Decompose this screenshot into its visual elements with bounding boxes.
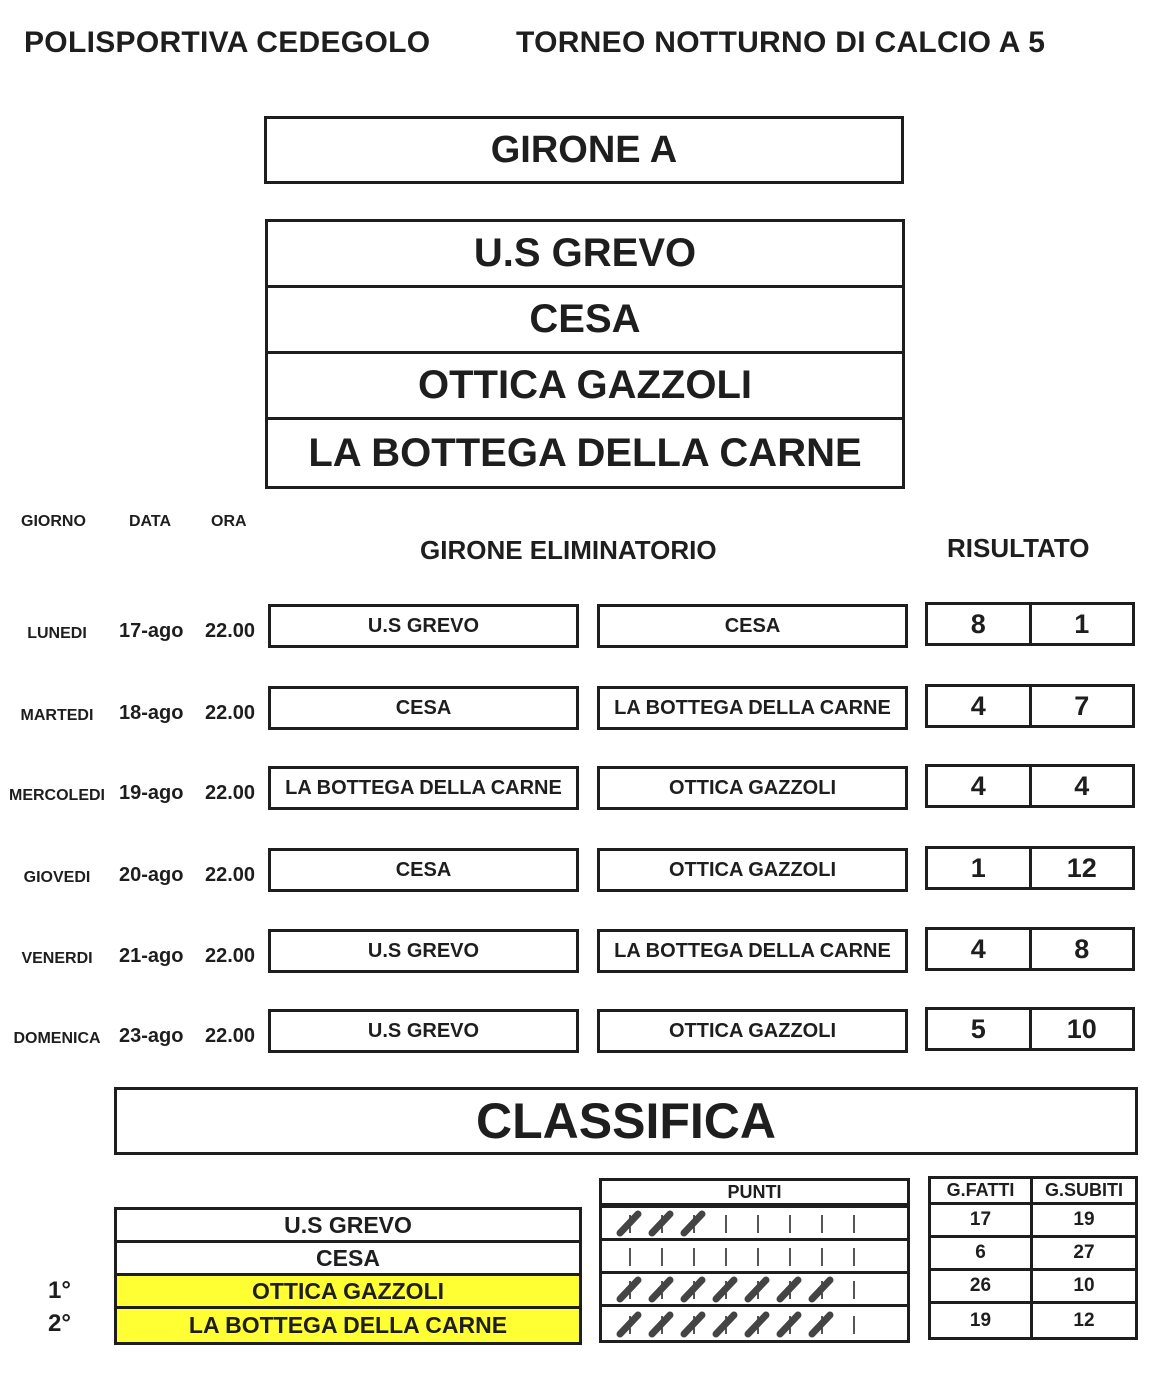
goals-for: 26 <box>931 1271 1033 1304</box>
goals-for: 17 <box>931 1205 1033 1238</box>
standing-position: 1° <box>48 1277 71 1304</box>
goals-for-header: G.FATTI <box>931 1179 1033 1205</box>
home-score: 1 <box>928 849 1032 887</box>
tally-mark <box>780 1315 798 1334</box>
tally-marks <box>608 1310 898 1338</box>
match-date: 17-ago <box>119 620 184 642</box>
match-time: 22.00 <box>205 1025 256 1047</box>
match-date: 23-ago <box>119 1025 184 1047</box>
match-date: 20-ago <box>119 864 184 886</box>
points-tally-row <box>602 1307 907 1340</box>
tally-mark <box>716 1280 734 1299</box>
tally-mark <box>684 1214 702 1233</box>
match-day: VENERDI <box>21 950 93 967</box>
match-home-team: CESA <box>268 848 579 892</box>
tally-mark <box>716 1315 734 1334</box>
tally-marks <box>608 1242 898 1270</box>
match-day: MARTEDI <box>20 707 94 724</box>
home-score: 4 <box>928 767 1032 805</box>
points-tally-row <box>602 1274 907 1307</box>
match-away-team: LA BOTTEGA DELLA CARNE <box>597 686 908 730</box>
group-team-list <box>265 219 905 489</box>
match-day: LUNEDI <box>27 625 87 642</box>
match-score <box>925 927 1135 971</box>
tournament-title: TORNEO NOTTURNO DI CALCIO A 5 <box>516 26 1046 59</box>
match-away-team: OTTICA GAZZOLI <box>597 1009 908 1053</box>
match-home-team: CESA <box>268 686 579 730</box>
group-team: OTTICA GAZZOLI <box>268 354 902 420</box>
points-tally-row <box>602 1208 907 1241</box>
standings-team: CESA <box>117 1243 579 1276</box>
tally-mark <box>620 1214 638 1233</box>
match-date: 19-ago <box>119 782 184 804</box>
goals-for: 6 <box>931 1238 1033 1271</box>
match-time: 22.00 <box>205 864 256 886</box>
standings-team-list <box>114 1207 582 1345</box>
tally-marks <box>608 1275 898 1303</box>
tally-mark <box>748 1280 766 1299</box>
tally-marks <box>608 1209 898 1237</box>
result-title: RISULTATO <box>947 533 1090 563</box>
match-away-team: OTTICA GAZZOLI <box>597 766 908 810</box>
tally-mark <box>748 1315 766 1334</box>
match-away-team: CESA <box>597 604 908 648</box>
home-score: 4 <box>928 687 1032 725</box>
match-score <box>925 846 1135 890</box>
match-date: 18-ago <box>119 702 184 724</box>
away-score: 8 <box>1074 933 1090 964</box>
column-header-date: DATA <box>129 513 172 530</box>
match-day: GIOVEDI <box>23 869 91 886</box>
match-time: 22.00 <box>205 945 256 967</box>
home-score: 5 <box>928 1010 1032 1048</box>
goals-for: 19 <box>931 1304 1033 1337</box>
points-header: PUNTI <box>599 1178 910 1206</box>
match-time: 22.00 <box>205 782 256 804</box>
section-title: GIRONE ELIMINATORIO <box>420 535 717 565</box>
home-score: 8 <box>928 605 1032 643</box>
group-team: LA BOTTEGA DELLA CARNE <box>308 430 862 475</box>
match-date: 21-ago <box>119 945 184 967</box>
column-header-time: ORA <box>211 513 247 530</box>
match-time: 22.00 <box>205 620 256 642</box>
group-team: CESA <box>268 288 902 354</box>
standing-position: 2° <box>48 1310 71 1337</box>
match-score <box>925 684 1135 728</box>
match-home-team: U.S GREVO <box>268 929 579 973</box>
away-score: 10 <box>1066 1013 1097 1044</box>
standings-team: OTTICA GAZZOLI <box>117 1276 579 1309</box>
standings-team: LA BOTTEGA DELLA CARNE <box>117 1309 579 1342</box>
match-score <box>925 602 1135 646</box>
match-away-team: LA BOTTEGA DELLA CARNE <box>597 929 908 973</box>
match-score <box>925 764 1135 808</box>
standings-title: CLASSIFICA <box>114 1087 1138 1155</box>
standings-team: U.S GREVO <box>117 1210 579 1243</box>
goals-against-header: G.SUBITI <box>1033 1179 1135 1205</box>
group-team: U.S GREVO <box>268 222 902 288</box>
standings-goals-table <box>928 1176 1138 1340</box>
away-score: 12 <box>1066 852 1097 883</box>
goals-against: 10 <box>1033 1271 1135 1304</box>
tally-mark <box>812 1315 830 1334</box>
standings-points-tally <box>599 1205 910 1343</box>
away-score: 1 <box>1074 608 1090 639</box>
group-title: GIRONE A <box>264 116 904 184</box>
tally-mark <box>652 1214 670 1233</box>
goals-against: 12 <box>1073 1309 1095 1331</box>
goals-against: 27 <box>1033 1238 1135 1271</box>
tally-mark <box>684 1315 702 1334</box>
away-score: 7 <box>1074 690 1090 721</box>
tally-mark <box>812 1280 830 1299</box>
organization-name: POLISPORTIVA CEDEGOLO <box>24 26 431 59</box>
home-score: 4 <box>928 930 1032 968</box>
tally-mark <box>684 1280 702 1299</box>
match-away-team: OTTICA GAZZOLI <box>597 848 908 892</box>
match-day: MERCOLEDI <box>9 787 105 804</box>
column-header-day: GIORNO <box>21 513 86 530</box>
match-day: DOMENICA <box>13 1030 101 1047</box>
tally-mark <box>652 1315 670 1334</box>
match-home-team: U.S GREVO <box>268 1009 579 1053</box>
tally-mark <box>652 1280 670 1299</box>
points-tally-row <box>602 1241 907 1274</box>
away-score: 4 <box>1074 770 1090 801</box>
match-time: 22.00 <box>205 702 256 724</box>
goals-against: 19 <box>1033 1205 1135 1238</box>
match-score <box>925 1007 1135 1051</box>
tally-mark <box>620 1315 638 1334</box>
match-home-team: LA BOTTEGA DELLA CARNE <box>268 766 579 810</box>
tally-mark <box>780 1280 798 1299</box>
tally-mark <box>620 1280 638 1299</box>
match-home-team: U.S GREVO <box>268 604 579 648</box>
